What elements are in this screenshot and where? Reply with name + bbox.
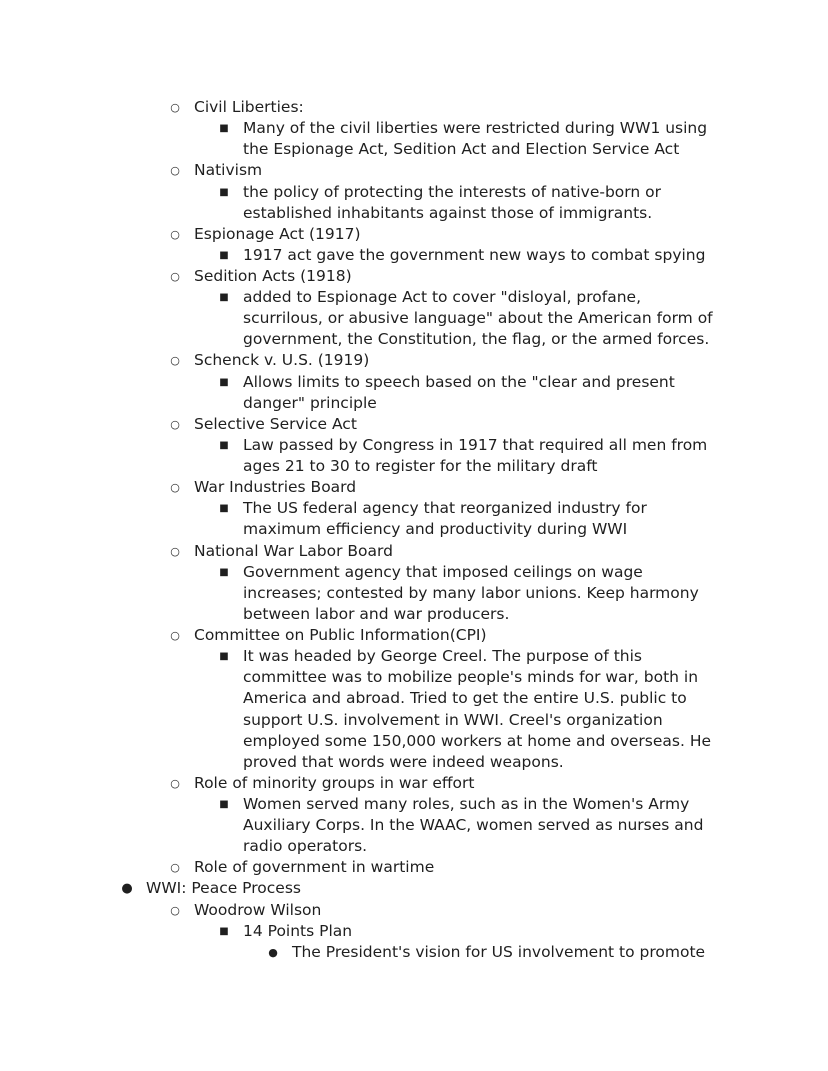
outline-text: between labor and war producers.	[243, 604, 510, 623]
outline-text: Role of government in wartime	[194, 858, 435, 877]
outline-line	[0, 794, 828, 815]
square-bullet-icon: ■	[219, 439, 229, 451]
outline-line	[0, 350, 828, 371]
outline-text: The President's vision for US involvement to promote	[292, 942, 706, 961]
hollow-circle-bullet-icon: ○	[170, 417, 180, 431]
outline-text: added to Espionage Act to cover "disloyal, profane,	[243, 288, 642, 307]
square-bullet-icon: ■	[219, 925, 229, 937]
outline-line	[0, 562, 828, 583]
outline-line	[0, 519, 828, 540]
outline-line	[0, 857, 828, 878]
square-bullet-icon: ■	[219, 186, 229, 198]
outline-line	[0, 287, 828, 308]
hollow-circle-bullet-icon: ○	[170, 903, 180, 917]
outline-text: 1917 act gave the government new ways to combat spying	[243, 245, 706, 264]
outline-line	[0, 667, 828, 688]
outline-text: Allows limits to speech based on the "clear and present	[243, 372, 675, 391]
outline-line	[0, 815, 828, 836]
outline-text: maximum efficiency and productivity during WWI	[243, 520, 628, 539]
outline-line	[0, 160, 828, 181]
outline-line	[0, 836, 828, 857]
hollow-circle-bullet-icon: ○	[170, 101, 180, 114]
outline-text: government, the Constitution, the flag, or the armed forces.	[243, 330, 710, 349]
outline-line	[0, 498, 828, 519]
outline-text: Schenck v. U.S. (1919)	[194, 351, 370, 370]
square-bullet-icon: ■	[219, 799, 229, 810]
outline-text: Civil Liberties:	[194, 98, 304, 116]
square-bullet-icon: ■	[219, 292, 229, 304]
outline-line	[0, 541, 828, 562]
outline-line	[0, 435, 828, 456]
square-bullet-icon: ■	[219, 376, 229, 388]
outline-text: scurrilous, or abusive language" about the American form of	[243, 309, 713, 328]
hollow-circle-bullet-icon: ○	[170, 354, 180, 368]
hollow-circle-bullet-icon: ○	[170, 861, 180, 875]
outline-text: ages 21 to 30 to register for the military draft	[243, 457, 598, 475]
outline-line	[0, 266, 828, 287]
outline-line	[0, 688, 828, 709]
outline-text: Espionage Act (1917)	[194, 224, 361, 243]
outline-line	[0, 139, 828, 160]
outline-text: Many of the civil liberties were restricted during WW1 using	[243, 119, 708, 138]
square-bullet-icon: ■	[219, 249, 229, 261]
outline-text: Selective Service Act	[194, 414, 357, 433]
square-bullet-icon: ■	[219, 503, 229, 515]
outline-text: It was headed by George Creel. The purpose of this	[243, 647, 643, 666]
outline-text: Sedition Acts (1918)	[194, 267, 352, 285]
square-bullet-icon: ■	[219, 566, 229, 578]
outline-line	[0, 372, 828, 393]
square-bullet-icon: ■	[219, 123, 229, 135]
outline-line	[0, 182, 828, 203]
outline-text: Women served many roles, such as in the Women's Army	[243, 795, 690, 813]
outline-text: WWI: Peace Process	[146, 879, 301, 898]
outline-line	[0, 752, 828, 773]
outline-line	[0, 646, 828, 667]
outline-line	[0, 900, 828, 921]
outline-text: the Espionage Act, Sedition Act and Election Service Act	[243, 140, 680, 159]
hollow-circle-bullet-icon: ○	[170, 270, 180, 283]
outline-text: Auxiliary Corps. In the WAAC, women served as nurses and	[243, 816, 704, 835]
outline-text: Nativism	[194, 161, 263, 180]
outline-text: employed some 150,000 workers at home and overseas. He	[243, 731, 712, 750]
outline-text: proved that words were indeed weapons.	[243, 752, 564, 771]
outline-text: committee was to mobilize people's minds for war, both in	[243, 668, 699, 687]
outline-text: Role of minority groups in war effort	[194, 773, 475, 792]
outline-line	[0, 224, 828, 245]
outline-line	[0, 710, 828, 731]
outline-line	[0, 731, 828, 752]
hollow-circle-bullet-icon: ○	[170, 776, 180, 790]
outline-text: Woodrow Wilson	[194, 900, 322, 919]
outline-text: War Industries Board	[194, 478, 357, 497]
outline-text: the policy of protecting the interests of native-born or	[243, 182, 661, 201]
outline-text: support U.S. involvement in WWI. Creel's organization	[243, 710, 663, 729]
hollow-circle-bullet-icon: ○	[170, 227, 180, 241]
outline-line	[0, 393, 828, 414]
outline-line	[0, 773, 828, 794]
outline-line	[0, 245, 828, 266]
outline-text: The US federal agency that reorganized industry for	[243, 499, 647, 518]
outline-line	[0, 921, 828, 942]
filled-circle-bullet-icon: ●	[268, 945, 278, 959]
outline-line	[0, 583, 828, 604]
outline-text: America and abroad. Tried to get the entire U.S. public to	[243, 689, 687, 708]
outline-line	[0, 456, 828, 477]
hollow-circle-bullet-icon: ○	[170, 481, 180, 495]
hollow-circle-bullet-icon: ○	[170, 544, 180, 558]
outline-text: danger" principle	[243, 393, 377, 412]
outline-text: radio operators.	[243, 837, 368, 856]
outline-text: increases; contested by many labor unions. Keep harmony	[243, 583, 699, 602]
outline-line	[0, 414, 828, 435]
outline-line	[0, 625, 828, 646]
outline-line	[0, 308, 828, 329]
outline-text: established inhabitants against those of immigrants.	[243, 203, 653, 222]
outline-line	[0, 203, 828, 224]
hollow-circle-bullet-icon: ○	[170, 629, 180, 642]
outline-line	[0, 942, 828, 963]
outline-text: Law passed by Congress in 1917 that required all men from	[243, 435, 708, 454]
square-bullet-icon: ■	[219, 651, 229, 663]
outline-text: Committee on Public Information(CPI)	[194, 626, 487, 644]
outline-line	[0, 477, 828, 498]
outline-line	[0, 604, 828, 625]
outline-line	[0, 118, 828, 139]
outline-line	[0, 97, 828, 118]
hollow-circle-bullet-icon: ○	[170, 164, 180, 178]
filled-circle-bullet-icon: ●	[121, 881, 133, 897]
outline-text: 14 Points Plan	[243, 921, 353, 940]
outline-line	[0, 329, 828, 350]
outline-line	[0, 878, 828, 899]
outline-text: Government agency that imposed ceilings on wage	[243, 562, 643, 581]
outline-text: National War Labor Board	[194, 541, 393, 560]
